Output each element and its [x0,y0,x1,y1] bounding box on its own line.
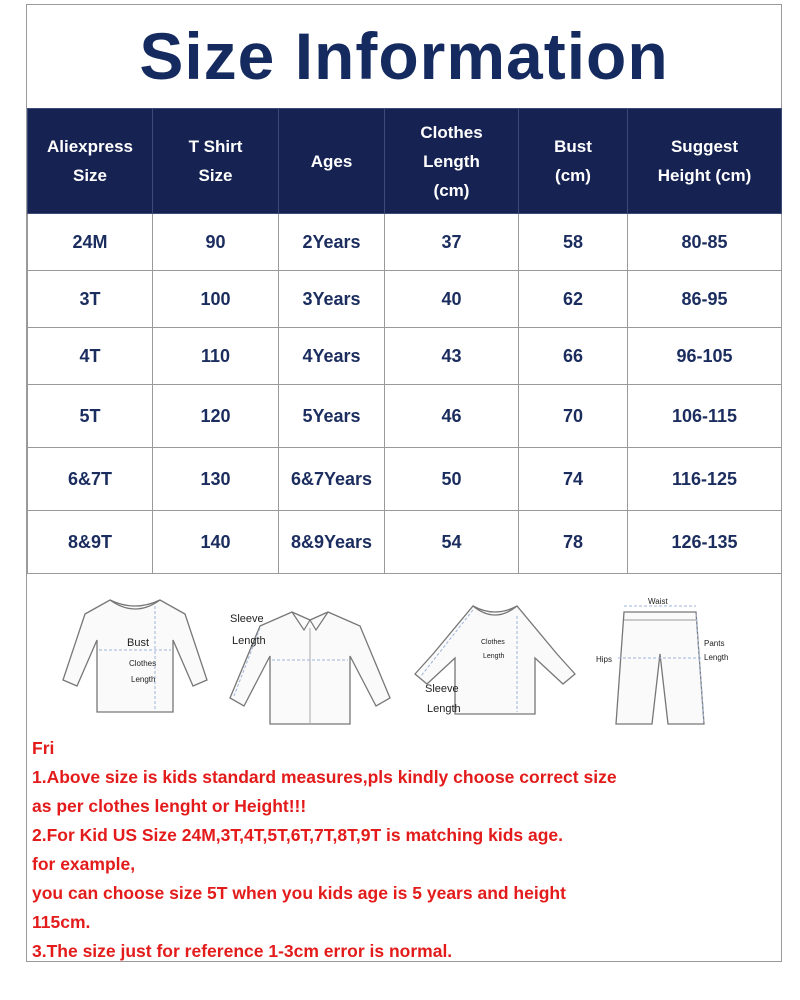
table-cell: 62 [519,271,628,328]
note-line: you can choose size 5T when you kids age is 5 years and height [32,883,566,903]
note-line: 2.For Kid US Size 24M,3T,4T,5T,6T,7T,8T,9T is matching kids age. [32,825,564,845]
table-cell: 6&7Years [279,448,385,511]
note-line: 115cm. [32,912,91,932]
table-cell: 100 [153,271,279,328]
bust-label: Bust [127,637,150,649]
table-cell: 8&9T [28,511,153,574]
table-cell: 2Years [279,214,385,271]
header-ages: Ages [279,109,385,214]
clothes-label: Clothes [481,639,505,646]
table-cell: 37 [385,214,519,271]
pants-length-label: Length [704,653,729,662]
header-tshirt-size: T Shirt Size [153,109,279,214]
tshirt-diagram [55,588,215,718]
clothes-length-label: Length [483,653,505,660]
measurement-diagrams [27,578,781,738]
table-row [28,214,782,271]
header-clothes-length: Clothes Length (cm) [385,109,519,214]
table-cell: 40 [385,271,519,328]
pants-label: Pants [704,639,725,648]
table-cell: 66 [519,328,628,385]
table-cell: 78 [519,511,628,574]
table-cell: 58 [519,214,628,271]
table-cell: 50 [385,448,519,511]
notes-section [32,734,780,966]
header-bust: Bust (cm) [519,109,628,214]
page-title: Size Information [139,19,669,93]
sleeve-label: Sleeve [230,613,264,625]
table-cell: 4Years [279,328,385,385]
note-line: 1.Above size is kids standard measures,pls kindly choose correct size [32,767,617,787]
table-cell: 46 [385,385,519,448]
note-line: 3.The size just for reference 1-3cm error is normal. [32,941,453,961]
table-cell: 110 [153,328,279,385]
table-cell: 120 [153,385,279,448]
table-cell: 5T [28,385,153,448]
table-cell: 116-125 [628,448,782,511]
table-cell: 106-115 [628,385,782,448]
table-cell: 54 [385,511,519,574]
table-cell: 126-135 [628,511,782,574]
table-cell: 24M [28,214,153,271]
sleeve-length-label: Length [232,635,266,647]
sleeve-length-label: Length [427,703,461,715]
table-cell: 4T [28,328,153,385]
table-row [28,511,782,574]
header-suggest-height: Suggest Height (cm) [628,109,782,214]
table-cell: 43 [385,328,519,385]
table-row [28,271,782,328]
table-cell: 96-105 [628,328,782,385]
pants-diagram [592,592,742,732]
header-aliexpress-size: Aliexpress Size [28,109,153,214]
sweater-diagram [407,596,582,731]
table-cell: 70 [519,385,628,448]
table-cell: 74 [519,448,628,511]
table-row [28,448,782,511]
table-header-row [28,109,782,214]
table-cell: 3Years [279,271,385,328]
table-cell: 3T [28,271,153,328]
hips-label: Hips [596,655,613,664]
clothes-label: Clothes [129,659,157,668]
length-label: Length [131,675,156,684]
shirt-diagram [222,598,397,728]
table-row [28,385,782,448]
table-cell: 80-85 [628,214,782,271]
note-line: for example, [32,854,136,874]
table-cell: 86-95 [628,271,782,328]
size-table [27,108,782,574]
table-cell: 5Years [279,385,385,448]
note-friendly: Fri [32,738,55,758]
note-line: as per clothes lenght or Height!!! [32,796,307,816]
table-cell: 130 [153,448,279,511]
sleeve-label: Sleeve [425,683,459,695]
table-cell: 8&9Years [279,511,385,574]
waist-label: Waist [648,597,668,606]
table-row [28,328,782,385]
table-cell: 6&7T [28,448,153,511]
table-cell: 90 [153,214,279,271]
table-cell: 140 [153,511,279,574]
